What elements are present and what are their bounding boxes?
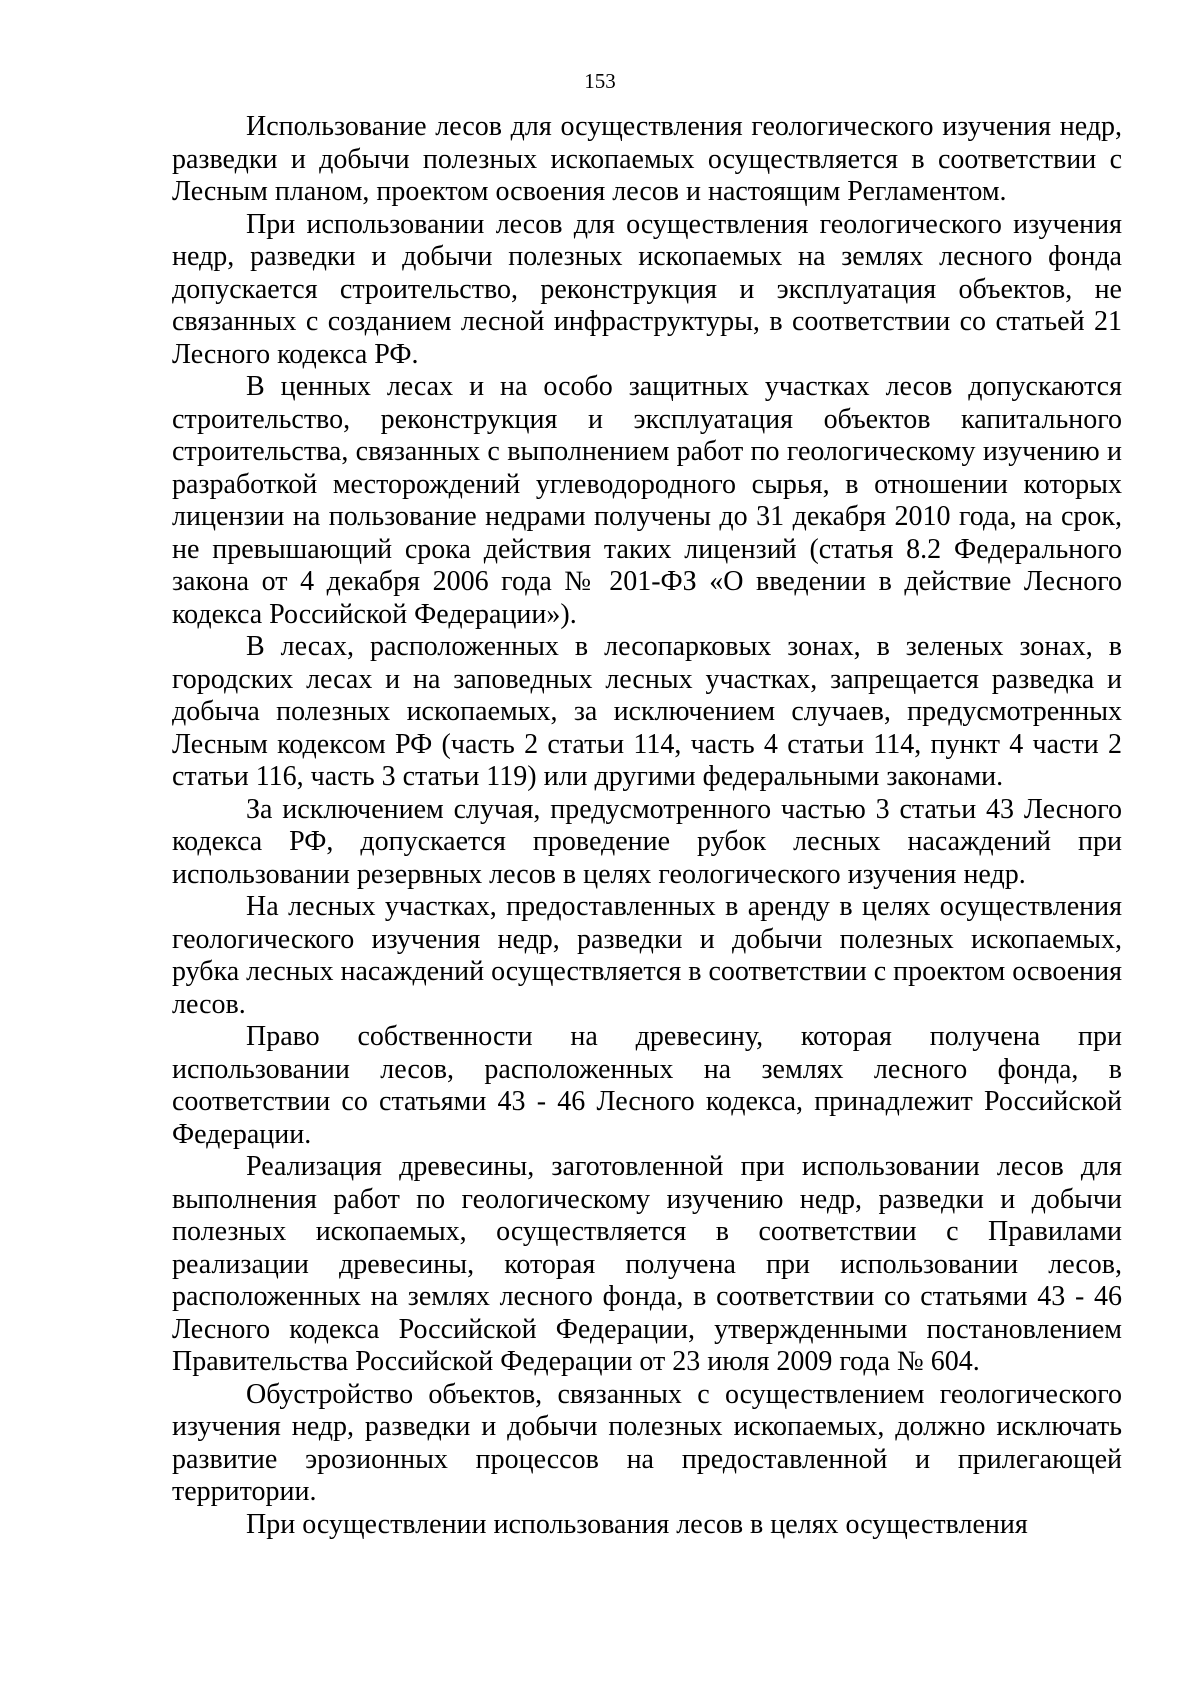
paragraph: Использование лесов для осуществления геологического изучения недр, разведки и добычи полезных ископаемых осуществляется в соответствии с Лесным планом, проектом освоения лесов и настоящим Регламентом. [172,111,1122,207]
paragraph: В ценных лесах и на особо защитных участках лесов допускаются строительство, реконструкция и эксплуатация объектов капитального строительства, связанных с выполнением работ по геологическому изучению и разработкой месторождений углеводородного сырья, в отношении которых лицензии на пользование недрами получены до 31 декабря 2010 года, на срок, не превышающий срока действия таких лицензий (статья 8.2 Федерального закона от 4 декабря 2006 года № 201-ФЗ «О введении в действие Лесного кодекса Российской Федерации»). [172,371,1122,630]
paragraph: При использовании лесов для осуществления геологического изучения недр, разведки и добычи полезных ископаемых на землях лесного фонда допускается строительство, реконструкция и эксплуатация объектов, не связанных с созданием лесной инфраструктуры, в соответствии со статьей 21 Лесного кодекса РФ. [172,208,1122,370]
paragraph: Реализация древесины, заготовленной при использовании лесов для выполнения работ по геологическому изучению недр, разведки и добычи полезных ископаемых, осуществляется в соответствии с Правилами реализации древесины, которая получена при использовании лесов, расположенных на землях лесного фонда, в соответствии со статьями 43 - 46 Лесного кодекса Российской Федерации, утвержденными постановлением Правительства Российской Федерации от 23 июля 2009 года № 604. [172,1151,1122,1377]
paragraph: На лесных участках, предоставленных в аренду в целях осуществления геологического изучения недр, разведки и добычи полезных ископаемых, рубка лесных насаждений осуществляется в соответствии с проектом освоения лесов. [172,891,1122,1020]
paragraph: Обустройство объектов, связанных с осуществлением геологического изучения недр, разведки и добычи полезных ископаемых, должно исключать развитие эрозионных процессов на предоставленной и прилегающей территории. [172,1378,1122,1507]
page-number: 153 [584,69,616,93]
paragraph: Право собственности на древесину, которая получена при использовании лесов, расположенных на землях лесного фонда, в соответствии со статьями 43 - 46 Лесного кодекса, принадлежит Российской Федерации. [172,1021,1122,1150]
paragraph: За исключением случая, предусмотренного частью 3 статьи 43 Лесного кодекса РФ, допускается проведение рубок лесных насаждений при использовании резервных лесов в целях геологического изучения недр. [172,793,1122,890]
paragraph: В лесах, расположенных в лесопарковых зонах, в зеленых зонах, в городских лесах и на заповедных лесных участках, запрещается разведка и добыча полезных ископаемых, за исключением случаев, предусмотренных Лесным кодексом РФ (часть 2 статьи 114, часть 4 статьи 114, пункт 4 части 2 статьи 116, часть 3 статьи 119) или другими федеральными законами. [172,631,1122,792]
document-body [172,111,1122,1541]
paragraph-continued: При осуществлении использования лесов в целях осуществления [246,1508,1028,1540]
